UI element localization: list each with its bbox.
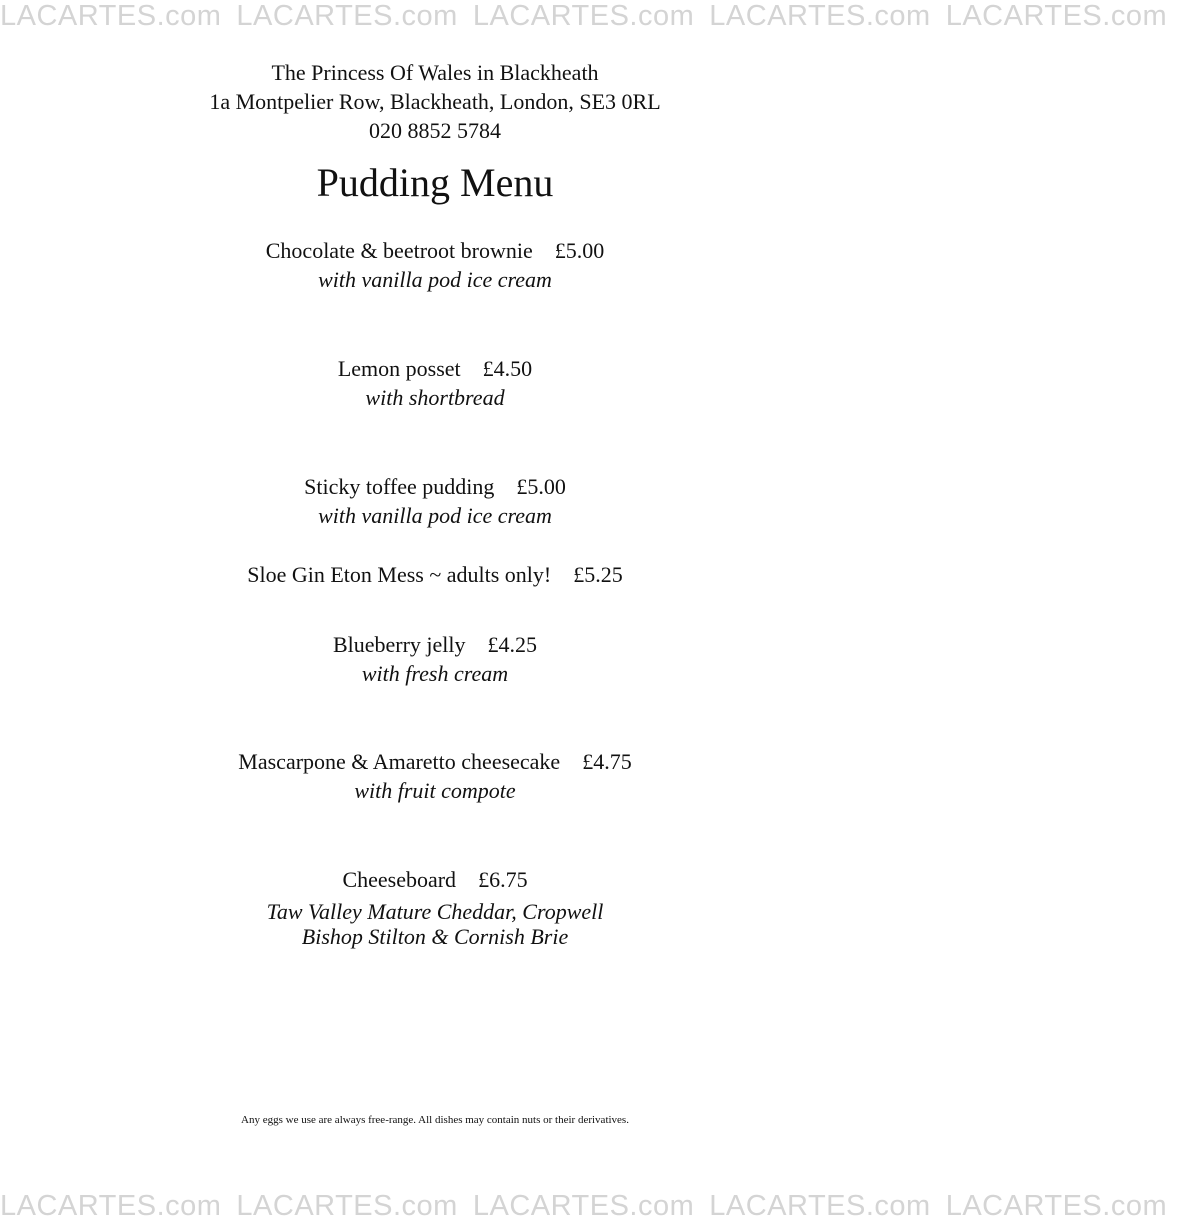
watermark-text: LACARTES.com (709, 1190, 931, 1222)
watermark-bottom (0, 1190, 1168, 1223)
menu-item-description: with fresh cream (361, 661, 509, 686)
menu-item-description: with shortbread (365, 385, 505, 410)
menu-item-description: Bishop Stilton & Cornish Brie (301, 924, 569, 949)
menu-item-description: with fruit compote (354, 778, 516, 803)
menu-item-line (0, 560, 870, 590)
menu-item-description: Taw Valley Mature Cheddar, Cropwell (266, 899, 604, 924)
watermark-top (0, 0, 1168, 33)
menu-item-description: with vanilla pod ice cream (318, 267, 552, 292)
menu-item-line (0, 236, 870, 266)
menu-item (0, 354, 870, 412)
watermark-text: LACARTES.com (472, 1190, 695, 1222)
menu-item-price: £5.00 (554, 238, 605, 263)
menu-item-price: £5.00 (516, 474, 566, 499)
watermark-text: LACARTES.com (0, 1190, 222, 1222)
menu-item-line (0, 865, 870, 895)
watermark-text: LACARTES.com (0, 0, 222, 32)
menu-item-price: £6.75 (478, 867, 528, 892)
watermark-text: LACARTES.com (709, 0, 931, 32)
menu-item-name: Mascarpone & Amaretto cheesecake (238, 749, 561, 774)
watermark-text: LACARTES.com (945, 0, 1168, 32)
menu-item-price: £5.25 (573, 562, 623, 587)
restaurant-header (0, 58, 870, 145)
watermark-text: LACARTES.com (945, 1190, 1168, 1222)
menu-item (0, 472, 870, 530)
menu-item-price: £4.75 (582, 749, 632, 774)
menu-item-line (0, 354, 870, 384)
menu-item-line (0, 630, 870, 660)
menu-item-name: Sticky toffee pudding (304, 474, 495, 499)
menu-item (0, 560, 870, 590)
menu-item (0, 865, 870, 949)
menu-item (0, 630, 870, 688)
watermark-text: LACARTES.com (236, 1190, 458, 1222)
restaurant-address: 1a Montpelier Row, Blackheath, London, SE3 0RL (209, 89, 661, 114)
menu-item-name: Blueberry jelly (332, 632, 466, 657)
menu-item-line (0, 747, 870, 777)
watermark-text: LACARTES.com (236, 0, 458, 32)
menu-item-price: £4.50 (482, 356, 533, 381)
menu-item-description: with vanilla pod ice cream (318, 503, 552, 528)
menu-item (0, 747, 870, 805)
menu-item-name: Chocolate & beetroot brownie (265, 238, 533, 263)
restaurant-name: The Princess Of Wales in Blackheath (271, 60, 599, 85)
restaurant-phone: 020 8852 5784 (369, 118, 501, 143)
menu-item-price: £4.25 (487, 632, 538, 657)
menu-item-line (0, 472, 870, 502)
menu-item-name: Lemon posset (337, 356, 461, 381)
menu-title: Pudding Menu (316, 160, 554, 205)
menu-item (0, 236, 870, 294)
watermark-text: LACARTES.com (472, 0, 695, 32)
allergy-footer-note: Any eggs we use are always free-range. All dishes may contain nuts or their derivatives. (241, 1114, 629, 1126)
menu-item-name: Cheeseboard (342, 867, 457, 892)
menu-item-name: Sloe Gin Eton Mess ~ adults only! (247, 562, 552, 587)
